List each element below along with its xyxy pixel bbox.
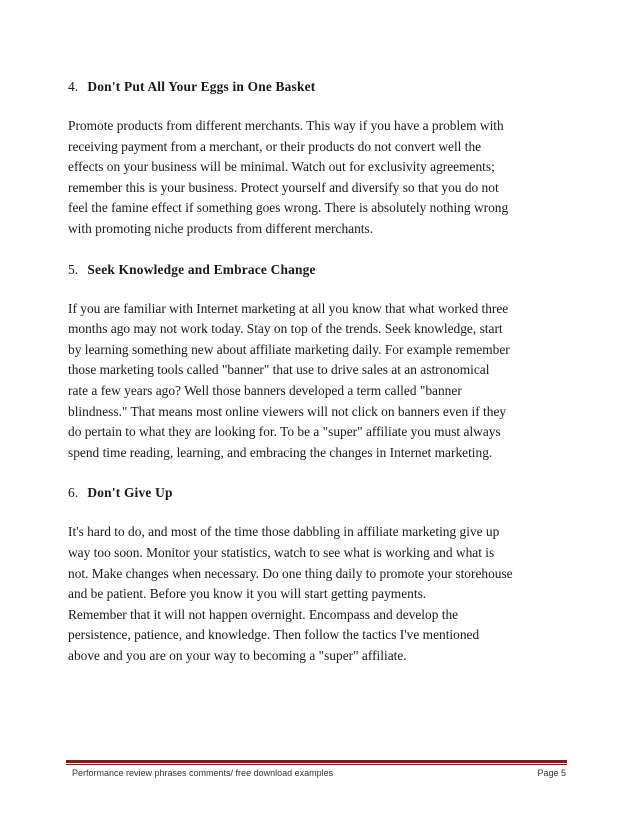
section-4-title: Don't Put All Your Eggs in One Basket — [87, 79, 316, 94]
paragraph-line: way too soon. Monitor your statistics, watch to see what is working and what is — [68, 544, 495, 560]
section-6-heading — [68, 482, 568, 503]
page-footer — [72, 768, 566, 784]
section-6-number: 6. — [68, 485, 79, 501]
section-6-title: Don't Give Up — [87, 485, 173, 501]
paragraph-line: those marketing tools called "banner" that use to drive sales at an astronomical — [68, 362, 490, 378]
paragraph-line: Promote products from different merchants. This way if you have a problem with — [68, 118, 504, 133]
paragraph-line: months ago may not work today. Stay on top of the trends. Seek knowledge, start — [68, 321, 503, 337]
section-4-number: 4. — [68, 79, 79, 94]
paragraph-line: blindness." That means most online viewers will not click on banners even if they — [68, 403, 507, 419]
paragraph-line: rate a few years ago? Well those banners developed a term called "banner — [68, 382, 462, 398]
page-number: Page 5 — [537, 768, 566, 778]
paragraph-line: spend time reading, learning, and embracing the changes in Internet marketing. — [68, 444, 493, 460]
page-content — [68, 76, 568, 685]
paragraph-line: remember this is your business. Protect yourself and diversify so that you do not — [68, 179, 499, 195]
section-6-paragraph — [68, 522, 568, 666]
footer-divider — [66, 760, 567, 763]
paragraph-line: persistence, patience, and knowledge. Then follow the tactics I've mentioned — [68, 627, 480, 643]
paragraph-line: do pertain to what they are looking for. To be a "super" affiliate you must always — [68, 424, 501, 440]
section-5-heading — [68, 259, 568, 280]
section-5-paragraph — [68, 299, 568, 464]
paragraph-line: feel the famine effect if something goes wrong. There is absolutely nothing wrong — [68, 200, 509, 216]
section-4-paragraph — [68, 116, 568, 240]
paragraph-line: receiving payment from a merchant, or their products do not convert well the — [68, 138, 482, 154]
paragraph-line: It's hard to do, and most of the time those dabbling in affiliate marketing give up — [68, 524, 500, 540]
paragraph-line: effects on your business will be minimal. Watch out for exclusivity agreements; — [68, 159, 495, 175]
footer-title: Performance review phrases comments/ free download examples — [72, 768, 334, 778]
paragraph-line: with promoting niche products from different merchants. — [68, 220, 374, 236]
paragraph-line: above and you are on your way to becoming a "super" affiliate. — [68, 647, 407, 663]
paragraph-line: If you are familiar with Internet marketing at all you know that what worked three — [68, 300, 509, 316]
section-5-number: 5. — [68, 261, 79, 277]
paragraph-line: by learning something new about affiliate marketing daily. For example remember — [68, 341, 510, 357]
section-5-title: Seek Knowledge and Embrace Change — [87, 261, 316, 277]
paragraph-line: and be patient. Before you know it you will start getting payments. — [68, 586, 427, 602]
paragraph-line: not. Make changes when necessary. Do one thing daily to promote your storehouse — [68, 565, 513, 581]
paragraph-line: Remember that it will not happen overnight. Encompass and develop the — [68, 606, 459, 622]
footer-divider-thin — [66, 764, 567, 765]
section-4-heading — [68, 76, 568, 97]
